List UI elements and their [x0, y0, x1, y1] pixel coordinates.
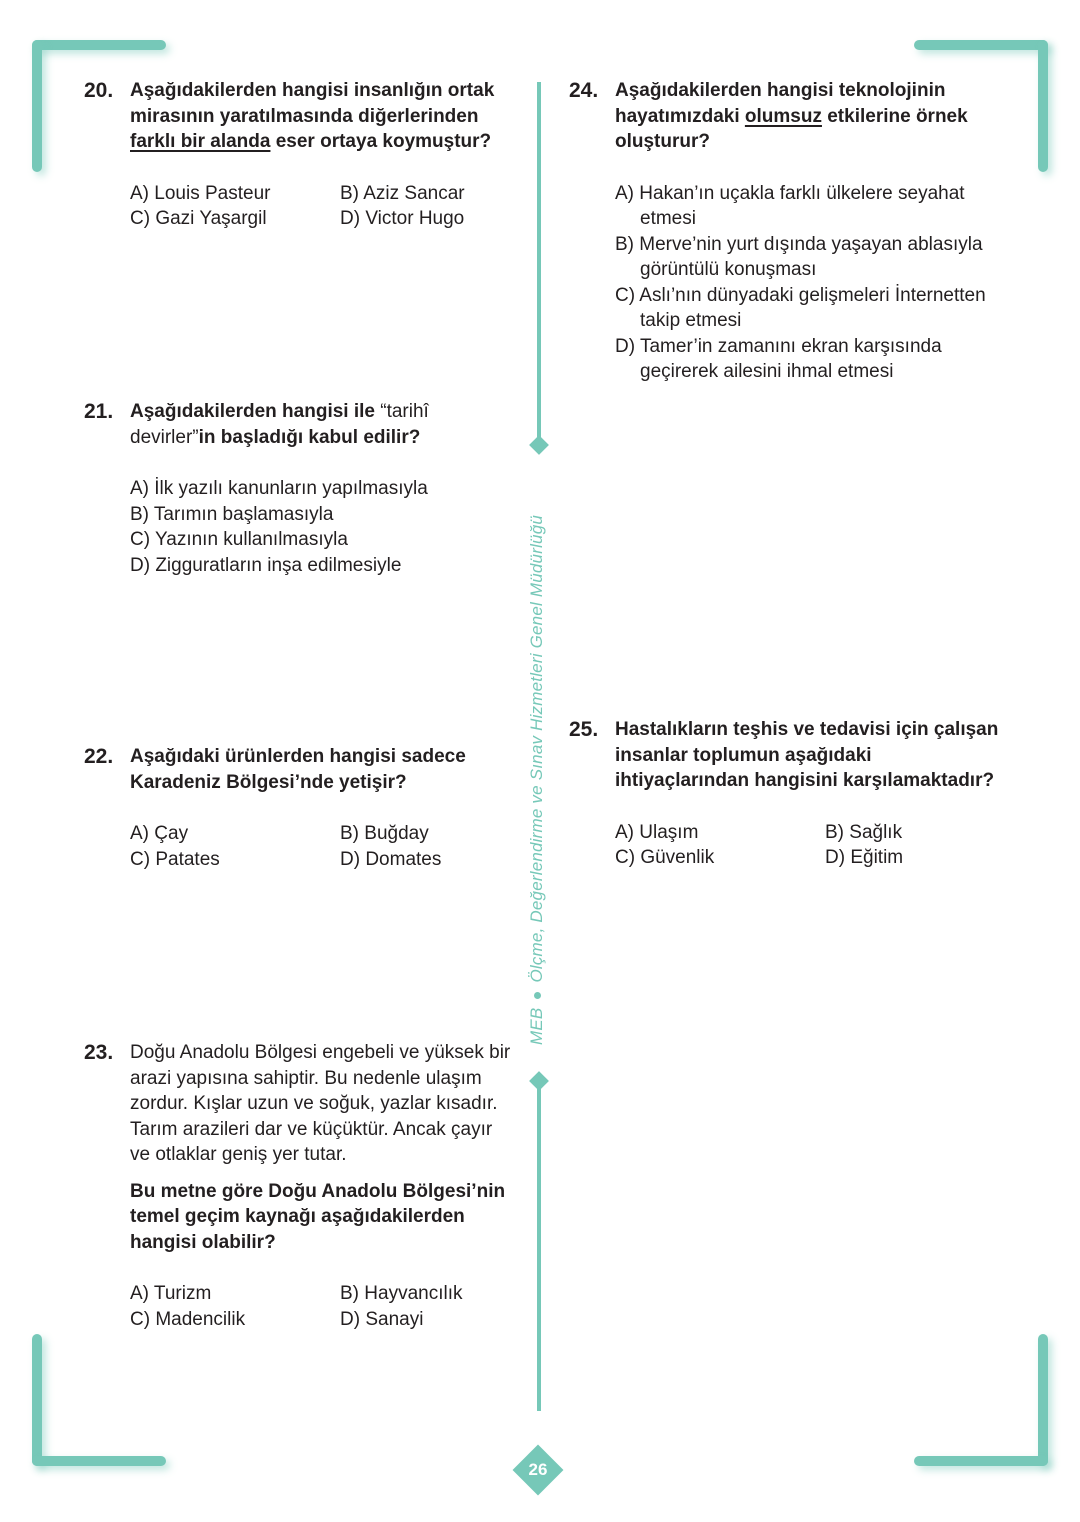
underlined-emphasis: farklı bir alanda	[130, 131, 271, 152]
option-a[interactable]: A) Hakan’ın uçakla farklı ülkelere seyahat etmesi	[615, 182, 965, 229]
page-number: 26	[528, 1460, 548, 1479]
answer-options	[130, 181, 524, 232]
question-stem: Hastalıkların teşhis ve tedavisi için çalışan insanlar toplumun aşağıdaki ihtiyaçlarından hangisini karşılamaktadır?	[615, 719, 999, 791]
question-stem: Aşağıdakilerden hangisi insanlığın ortak mirasının yaratılmasında diğerlerinden farklı bir alanda eser ortaya koymuştur?	[130, 80, 495, 152]
reading-passage: Doğu Anadolu Bölgesi engebeli ve yüksek bir arazi yapısına sahiptir. Bu nedenle ulaşım zordur. Kışlar uzun ve soğuk, yazlar kısadır. Tarım arazileri dar ve küçüktür. Ancak çayır ve otlaklar geniş yer tutar.	[130, 1042, 511, 1165]
option-c[interactable]: C) Madencilik	[130, 1308, 246, 1330]
option-a[interactable]: A) Louis Pasteur	[130, 182, 271, 204]
option-d[interactable]: D) Tamer’in zamanını ekran karşısında geçirerek ailesini ihmal etmesi	[615, 335, 942, 382]
question-number: 25.	[569, 718, 599, 741]
question-number: 24.	[569, 79, 599, 102]
option-d[interactable]: D) Zigguratların inşa edilmesiyle	[130, 554, 402, 576]
option-b[interactable]: B) Hayvancılık	[340, 1283, 463, 1304]
option-c[interactable]: C) Patates	[130, 848, 220, 870]
question-number: 20.	[84, 79, 114, 102]
bullet-dot-icon	[534, 992, 541, 999]
option-b[interactable]: B) Buğday	[340, 823, 429, 844]
question-stem: Bu metne göre Doğu Anadolu Bölgesi’nin temel geçim kaynağı aşağıdakilerden hangisi olabilir?	[130, 1180, 506, 1253]
department-label: Ölçme, Değerlendirme ve Sınav Hizmetleri Genel Müdürlüğü	[527, 514, 546, 983]
page-number-badge	[520, 1452, 556, 1488]
option-c[interactable]: C) Gazi Yaşargil	[130, 208, 267, 229]
option-b[interactable]: B) Tarımın başlamasıyla	[130, 503, 334, 525]
question-stem: Aşağıdakilerden hangisi ile “tarihî devirler”in başladığı kabul edilir?	[130, 401, 429, 448]
answer-options	[615, 820, 1005, 871]
question-21	[84, 399, 514, 578]
option-c[interactable]: C) Aslı’nın dünyadaki gelişmeleri İnternetten takip etmesi	[615, 284, 986, 331]
question-number: 23.	[84, 1041, 114, 1064]
option-c[interactable]: C) Güvenlik	[615, 847, 715, 868]
option-a[interactable]: A) Turizm	[130, 1283, 212, 1304]
divider-diamond-top-icon	[529, 435, 549, 455]
question-22	[84, 744, 524, 872]
publisher-vertical-label	[527, 515, 547, 1045]
org-label: MEB	[527, 1007, 546, 1045]
underlined-emphasis: olumsuz	[744, 105, 822, 127]
column-divider-bottom	[537, 1086, 541, 1411]
option-b[interactable]: B) Merve’nin yurt dışında yaşayan ablasıyla görüntülü konuşması	[615, 233, 983, 280]
question-24	[569, 78, 1009, 385]
question-stem: Aşağıdaki ürünlerden hangisi sadece Karadeniz Bölgesi’nde yetişir?	[130, 746, 466, 793]
option-a[interactable]: A) Çay	[130, 823, 189, 844]
question-23	[84, 1040, 524, 1332]
option-b[interactable]: B) Aziz Sancar	[340, 182, 465, 204]
answer-options	[130, 1281, 512, 1332]
option-d[interactable]: D) Victor Hugo	[340, 208, 465, 229]
option-d[interactable]: D) Sanayi	[340, 1308, 424, 1330]
option-a[interactable]: A) Ulaşım	[615, 821, 699, 843]
option-d[interactable]: D) Domates	[340, 848, 442, 870]
option-a[interactable]: A) İlk yazılı kanunların yapılmasıyla	[130, 478, 428, 499]
option-c[interactable]: C) Yazının kullanılmasıyla	[130, 529, 348, 550]
option-b[interactable]: B) Sağlık	[825, 821, 903, 843]
answer-options	[130, 821, 490, 872]
question-20	[84, 78, 524, 232]
answer-options	[130, 476, 510, 578]
column-divider-top	[537, 82, 541, 440]
question-number: 22.	[84, 745, 114, 768]
answer-options	[615, 181, 1003, 385]
option-d[interactable]: D) Eğitim	[825, 847, 904, 868]
question-number: 21.	[84, 400, 114, 423]
question-stem: Aşağıdakilerden hangisi teknolojinin hayatımızdaki olumsuz etkilerine örnek oluşturur?	[615, 80, 968, 152]
question-25	[569, 717, 1009, 871]
